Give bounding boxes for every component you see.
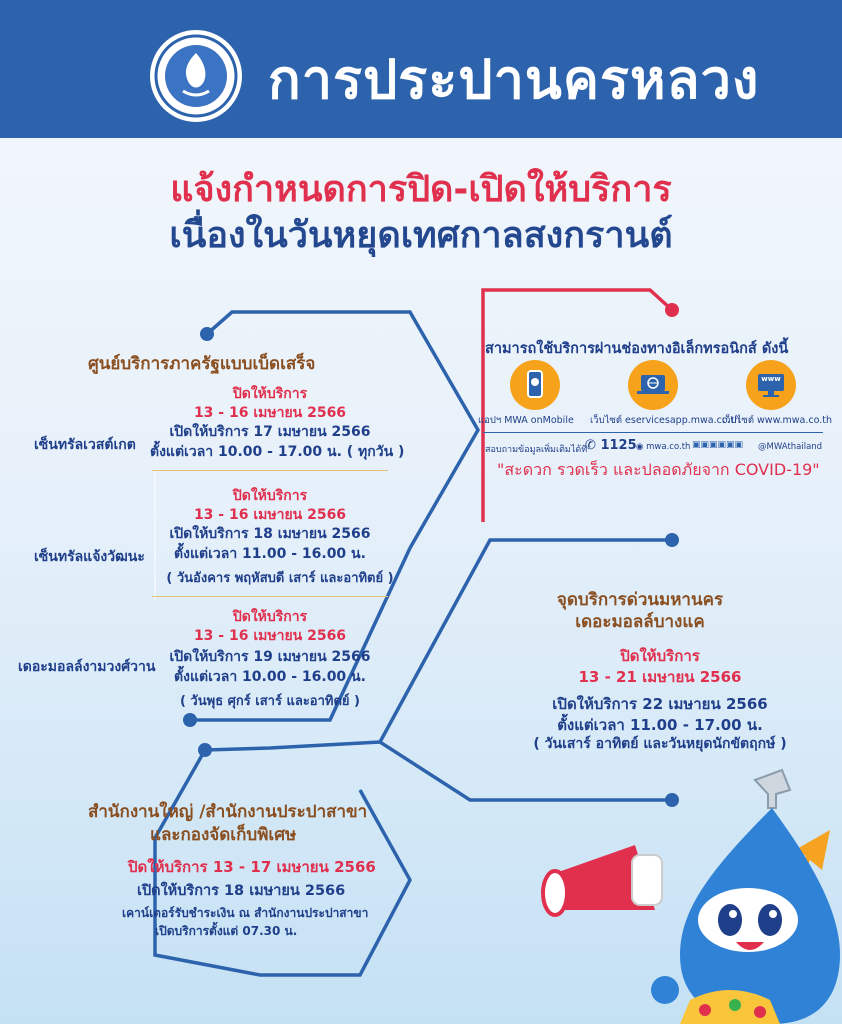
branch-hours: ตั้งแต่เวลา 11.00 - 16.00 น. [174,546,366,562]
gov-center-title: ศูนย์บริการภาครัฐแบบเบ็ดเสร็จ [88,354,316,374]
channel-app-label: แอปฯ MWA onMobile [478,415,574,426]
head-office-note-2: เปิดบริการตั้งแต่ 07.30 น. [155,924,298,938]
social-handle[interactable]: @MWAthailand [758,442,823,452]
channel-website-label: เว็บไซต์ www.mwa.co.th [722,415,832,426]
branch-closed-dates: 13 - 16 เมษายน 2566 [193,507,347,523]
online-divider [483,432,823,433]
www-text: www [761,375,781,383]
branch-open-date: เปิดให้บริการ 19 เมษายน 2566 [169,649,371,665]
express-title-2: เดอะมอลล์บางแค [575,612,705,632]
branch-open-date: เปิดให้บริการ 17 เมษายน 2566 [169,424,371,440]
branch-hours: ตั้งแต่เวลา 10.00 - 16.00 น. [174,669,366,685]
phone-icon: ✆ [585,438,596,453]
head-office-note-1: เคาน์เตอร์รับชำระเงิน ณ สำนักงานประปาสาขา [122,906,369,920]
headline-line2: เนื่องในวันหยุดเทศกาลสงกรานต์ [169,215,673,256]
branch-open-date: เปิดให้บริการ 18 เมษายน 2566 [169,526,371,542]
head-office-title-1: สำนักงานใหญ่ /สำนักงานประปาสาขา [88,802,368,822]
water-drop-mascot-illustration [540,760,842,1024]
express-open-date: เปิดให้บริการ 22 เมษายน 2566 [552,695,768,713]
divider [152,596,388,597]
monitor-www-icon [746,360,796,410]
link-icon: ◉ [636,442,644,452]
express-days: ( วันเสาร์ อาทิตย์ และวันหยุดนักขัตฤกษ์ ) [533,736,787,752]
branch-name-westgate: เซ็นทรัลเวสต์เกต [34,437,136,453]
branch-name-ngamwongwan: เดอะมอลล์งามวงศ์วาน [18,659,156,675]
headline-line1: แจ้งกำหนดการปิด-เปิดให้บริการ [170,169,672,210]
branch-hours: ตั้งแต่เวลา 10.00 - 17.00 น. ( ทุกวัน ) [150,444,405,460]
channel-eservice-label: เว็บไซต์ eservicesapp.mwa.co.th [590,415,741,426]
express-hours: ตั้งแต่เวลา 11.00 - 17.00 น. [557,716,763,734]
branch-closed-label: ปิดให้บริการ [232,609,308,625]
head-office-title-2: และกองจัดเก็บพิเศษ [150,825,297,845]
express-closed-dates: 13 - 21 เมษายน 2566 [578,668,742,686]
hotline-number[interactable]: 1125 [600,438,637,453]
social-icons: ▣▣▣▣▣▣ [692,440,744,450]
branch-closed-label: ปิดให้บริการ [232,488,308,504]
branch-closed-label: ปิดให้บริการ [232,386,308,402]
slogan: "สะดวก รวดเร็ว และปลอดภัยจาก COVID-19" [497,460,820,479]
branch-days: ( วันพุธ ศุกร์ เสาร์ และอาทิตย์ ) [179,694,361,709]
express-title-1: จุดบริการด่วนมหานคร [556,590,724,610]
contact-website [636,442,690,452]
divider [152,470,388,471]
branch-days: ( วันอังคาร พฤหัสบดี เสาร์ และอาทิตย์ ) [166,571,394,586]
organization-name: การประปานครหลวง [268,48,760,111]
channel-eservice[interactable] [628,360,678,410]
branch-name-chaengwattana: เซ็นทรัลแจ้งวัฒนะ [34,549,145,565]
laptop-globe-icon [628,360,678,410]
channel-website[interactable] [746,360,796,410]
contact-website-text[interactable]: mwa.co.th [646,442,691,452]
branch-closed-dates: 13 - 16 เมษายน 2566 [193,405,347,421]
mobile-phone-icon [510,360,560,410]
online-title: สามารถใช้บริการผ่านช่องทางอิเล็กทรอนิกส์ ดังนี้ [485,341,789,357]
express-closed-label: ปิดให้บริการ [620,647,700,665]
branch-closed-dates: 13 - 16 เมษายน 2566 [193,628,347,644]
hotline [585,438,637,453]
channel-app[interactable] [510,360,560,410]
head-office-closed: ปิดให้บริการ 13 - 17 เมษายน 2566 [128,858,376,876]
head-office-open: เปิดให้บริการ 18 เมษายน 2566 [137,883,346,899]
contact-label: สอบถามข้อมูลเพิ่มเติมได้ที่ [485,445,588,455]
